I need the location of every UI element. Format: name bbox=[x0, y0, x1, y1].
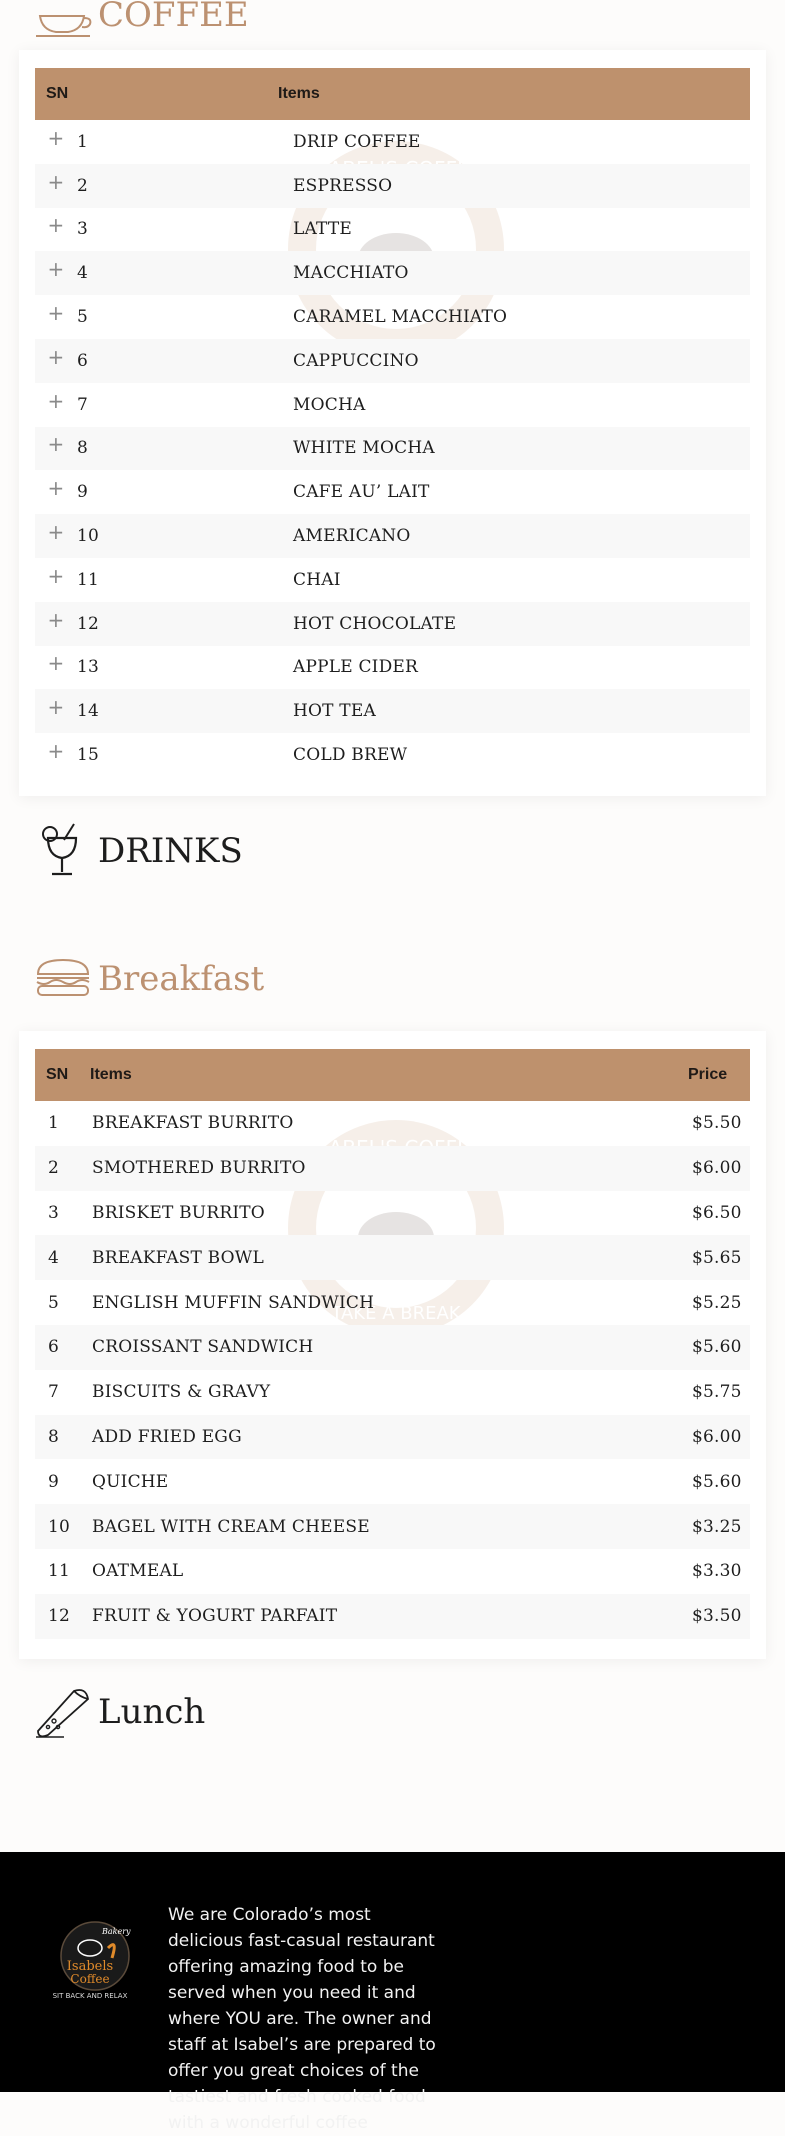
row-price: $6.00 bbox=[692, 1426, 742, 1447]
expand-plus-icon[interactable]: + bbox=[47, 520, 65, 545]
breakfast-table-header bbox=[35, 1049, 750, 1101]
row-item: HOT TEA bbox=[293, 701, 376, 722]
table-row bbox=[35, 1280, 750, 1325]
burrito-icon bbox=[34, 1683, 92, 1741]
row-sn: 7 bbox=[77, 394, 89, 415]
cocktail-glass-icon bbox=[34, 822, 92, 880]
coffee-table-header bbox=[35, 68, 750, 120]
row-item: FRUIT & YOGURT PARFAIT bbox=[92, 1606, 338, 1627]
table-row bbox=[35, 1415, 750, 1460]
row-price: $3.50 bbox=[692, 1606, 742, 1627]
coffee-title: COFFEE bbox=[98, 0, 249, 35]
expand-plus-icon[interactable]: + bbox=[47, 563, 65, 588]
row-sn: 8 bbox=[48, 1426, 60, 1447]
row-sn: 3 bbox=[77, 219, 89, 240]
row-sn: 5 bbox=[77, 307, 89, 328]
row-item: OATMEAL bbox=[92, 1561, 184, 1582]
row-sn: 12 bbox=[77, 613, 100, 634]
row-price: $6.00 bbox=[692, 1158, 742, 1179]
table-row bbox=[35, 1459, 750, 1504]
expand-plus-icon[interactable]: + bbox=[47, 739, 65, 764]
row-sn: 5 bbox=[48, 1292, 60, 1313]
logo-line-2: Isabels bbox=[66, 1959, 114, 1974]
table-row bbox=[35, 1594, 750, 1639]
table-row bbox=[35, 208, 750, 252]
table-row bbox=[35, 558, 750, 602]
row-item: CROISSANT SANDWICH bbox=[92, 1337, 314, 1358]
row-price: $5.25 bbox=[692, 1292, 742, 1313]
table-row bbox=[35, 1146, 750, 1191]
coffee-cup-icon bbox=[34, 0, 92, 44]
row-item: COLD BREW bbox=[293, 745, 408, 766]
row-sn: 1 bbox=[48, 1113, 60, 1134]
col-header-items: Items bbox=[90, 1066, 132, 1083]
row-price: $5.60 bbox=[692, 1337, 742, 1358]
table-row bbox=[35, 1325, 750, 1370]
col-header-sn: SN bbox=[46, 1066, 69, 1083]
watermark-text-bottom: TAKE A BREAK bbox=[331, 1303, 461, 1324]
row-sn: 15 bbox=[77, 745, 100, 766]
table-row bbox=[35, 1504, 750, 1549]
row-sn: 9 bbox=[77, 482, 89, 503]
col-header-sn: SN bbox=[46, 85, 69, 102]
row-item: MOCHA bbox=[293, 394, 366, 415]
row-item: APPLE CIDER bbox=[293, 657, 419, 678]
col-header-price: Price bbox=[688, 1066, 728, 1083]
row-sn: 11 bbox=[77, 569, 100, 590]
row-item: HOT CHOCOLATE bbox=[293, 613, 457, 634]
drinks-title: DRINKS bbox=[98, 831, 243, 871]
table-row bbox=[35, 1370, 750, 1415]
logo-line-3: Coffee bbox=[70, 1972, 110, 1986]
expand-plus-icon[interactable]: + bbox=[47, 388, 65, 413]
footer-about-text: We are Colorado’s most delicious fast-casual restaurant offering amazing food to be served when you need it and where YOU are. The owner and staff at Isabel’s are prepared to offer you great choices of the tastiest and fresh cooked food with a wonderful coffee bbox=[168, 1905, 436, 2133]
row-sn: 10 bbox=[48, 1516, 71, 1537]
row-sn: 2 bbox=[48, 1158, 60, 1179]
table-row bbox=[35, 120, 750, 164]
row-item: BREAKFAST BOWL bbox=[92, 1247, 264, 1268]
col-header-items: Items bbox=[278, 85, 320, 102]
row-sn: 7 bbox=[48, 1382, 60, 1403]
row-item: ENGLISH MUFFIN SANDWICH bbox=[92, 1292, 375, 1313]
row-item: SMOTHERED BURRITO bbox=[92, 1158, 306, 1179]
row-sn: 8 bbox=[77, 438, 89, 459]
site-footer bbox=[0, 1852, 785, 2133]
row-item: BREAKFAST BURRITO bbox=[92, 1113, 294, 1134]
breakfast-menu-card bbox=[19, 1031, 766, 1659]
row-sn: 6 bbox=[48, 1337, 60, 1358]
row-item: CAPPUCCINO bbox=[293, 350, 419, 371]
table-row bbox=[35, 733, 750, 777]
row-item: DRIP COFFEE bbox=[293, 131, 421, 152]
expand-plus-icon[interactable]: + bbox=[47, 607, 65, 632]
row-price: $5.65 bbox=[692, 1247, 742, 1268]
row-sn: 9 bbox=[48, 1471, 60, 1492]
breakfast-section-header bbox=[34, 950, 264, 1008]
row-sn: 14 bbox=[77, 701, 100, 722]
sandwich-icon bbox=[34, 950, 92, 1008]
row-item: BISCUITS & GRAVY bbox=[92, 1382, 271, 1403]
expand-plus-icon[interactable]: + bbox=[47, 344, 65, 369]
expand-plus-icon[interactable]: + bbox=[47, 169, 65, 194]
row-price: $3.25 bbox=[692, 1516, 742, 1537]
row-item: BRISKET BURRITO bbox=[92, 1202, 265, 1223]
row-sn: 12 bbox=[48, 1606, 71, 1627]
row-price: $5.60 bbox=[692, 1471, 742, 1492]
table-row bbox=[35, 689, 750, 733]
coffee-table bbox=[35, 68, 750, 777]
table-row bbox=[35, 514, 750, 558]
breakfast-title: Breakfast bbox=[98, 959, 265, 999]
row-item: CAFE AU’ LAIT bbox=[293, 482, 430, 503]
row-item: MACCHIATO bbox=[293, 263, 409, 284]
table-row bbox=[35, 164, 750, 208]
breakfast-table bbox=[35, 1049, 750, 1639]
table-row bbox=[35, 383, 750, 427]
breakfast-table-body bbox=[35, 1101, 750, 1639]
row-item: ESPRESSO bbox=[293, 175, 393, 196]
row-sn: 2 bbox=[77, 175, 89, 196]
row-sn: 3 bbox=[48, 1202, 60, 1223]
expand-plus-icon[interactable]: + bbox=[47, 301, 65, 326]
expand-plus-icon[interactable]: + bbox=[47, 432, 65, 457]
row-sn: 11 bbox=[48, 1561, 71, 1582]
table-row bbox=[35, 1101, 750, 1146]
row-sn: 1 bbox=[77, 131, 89, 152]
coffee-menu-card bbox=[19, 50, 766, 796]
expand-plus-icon[interactable]: + bbox=[47, 213, 65, 238]
table-row bbox=[35, 470, 750, 514]
table-row bbox=[35, 1549, 750, 1594]
row-item: WHITE MOCHA bbox=[293, 438, 435, 459]
row-item: BAGEL WITH CREAM CHEESE bbox=[92, 1516, 370, 1537]
table-row bbox=[35, 427, 750, 471]
coffee-table-body bbox=[35, 120, 750, 777]
drinks-section-header bbox=[34, 822, 243, 880]
table-row bbox=[35, 1191, 750, 1236]
lunch-title: Lunch bbox=[98, 1692, 206, 1732]
row-sn: 4 bbox=[77, 263, 89, 284]
row-sn: 13 bbox=[77, 657, 100, 678]
expand-plus-icon[interactable]: + bbox=[47, 476, 65, 501]
row-item: ADD FRIED EGG bbox=[92, 1426, 242, 1447]
row-item: CHAI bbox=[293, 569, 341, 590]
row-sn: 10 bbox=[77, 526, 100, 547]
row-price: $3.30 bbox=[692, 1561, 742, 1582]
expand-plus-icon[interactable]: + bbox=[47, 695, 65, 720]
isabels-coffee-logo[interactable] bbox=[50, 1918, 140, 2008]
expand-plus-icon[interactable]: + bbox=[47, 257, 65, 282]
coffee-section-header bbox=[34, 0, 249, 44]
row-sn: 4 bbox=[48, 1247, 60, 1268]
logo-tagline: SIT BACK AND RELAX bbox=[52, 1992, 128, 2000]
logo-line-1: Bakery bbox=[102, 1927, 131, 1936]
expand-plus-icon[interactable]: + bbox=[47, 125, 65, 150]
lunch-section-header bbox=[34, 1683, 205, 1741]
row-price: $6.50 bbox=[692, 1202, 742, 1223]
row-sn: 6 bbox=[77, 350, 89, 371]
table-row bbox=[35, 295, 750, 339]
row-item: CARAMEL MACCHIATO bbox=[293, 307, 508, 328]
table-row bbox=[35, 646, 750, 690]
table-row bbox=[35, 602, 750, 646]
table-row bbox=[35, 1235, 750, 1280]
expand-plus-icon[interactable]: + bbox=[47, 651, 65, 676]
row-item: AMERICANO bbox=[293, 526, 411, 547]
row-price: $5.50 bbox=[692, 1113, 742, 1134]
table-row bbox=[35, 339, 750, 383]
row-item: QUICHE bbox=[92, 1471, 169, 1492]
row-price: $5.75 bbox=[692, 1382, 742, 1403]
row-item: LATTE bbox=[293, 219, 353, 240]
table-row bbox=[35, 251, 750, 295]
